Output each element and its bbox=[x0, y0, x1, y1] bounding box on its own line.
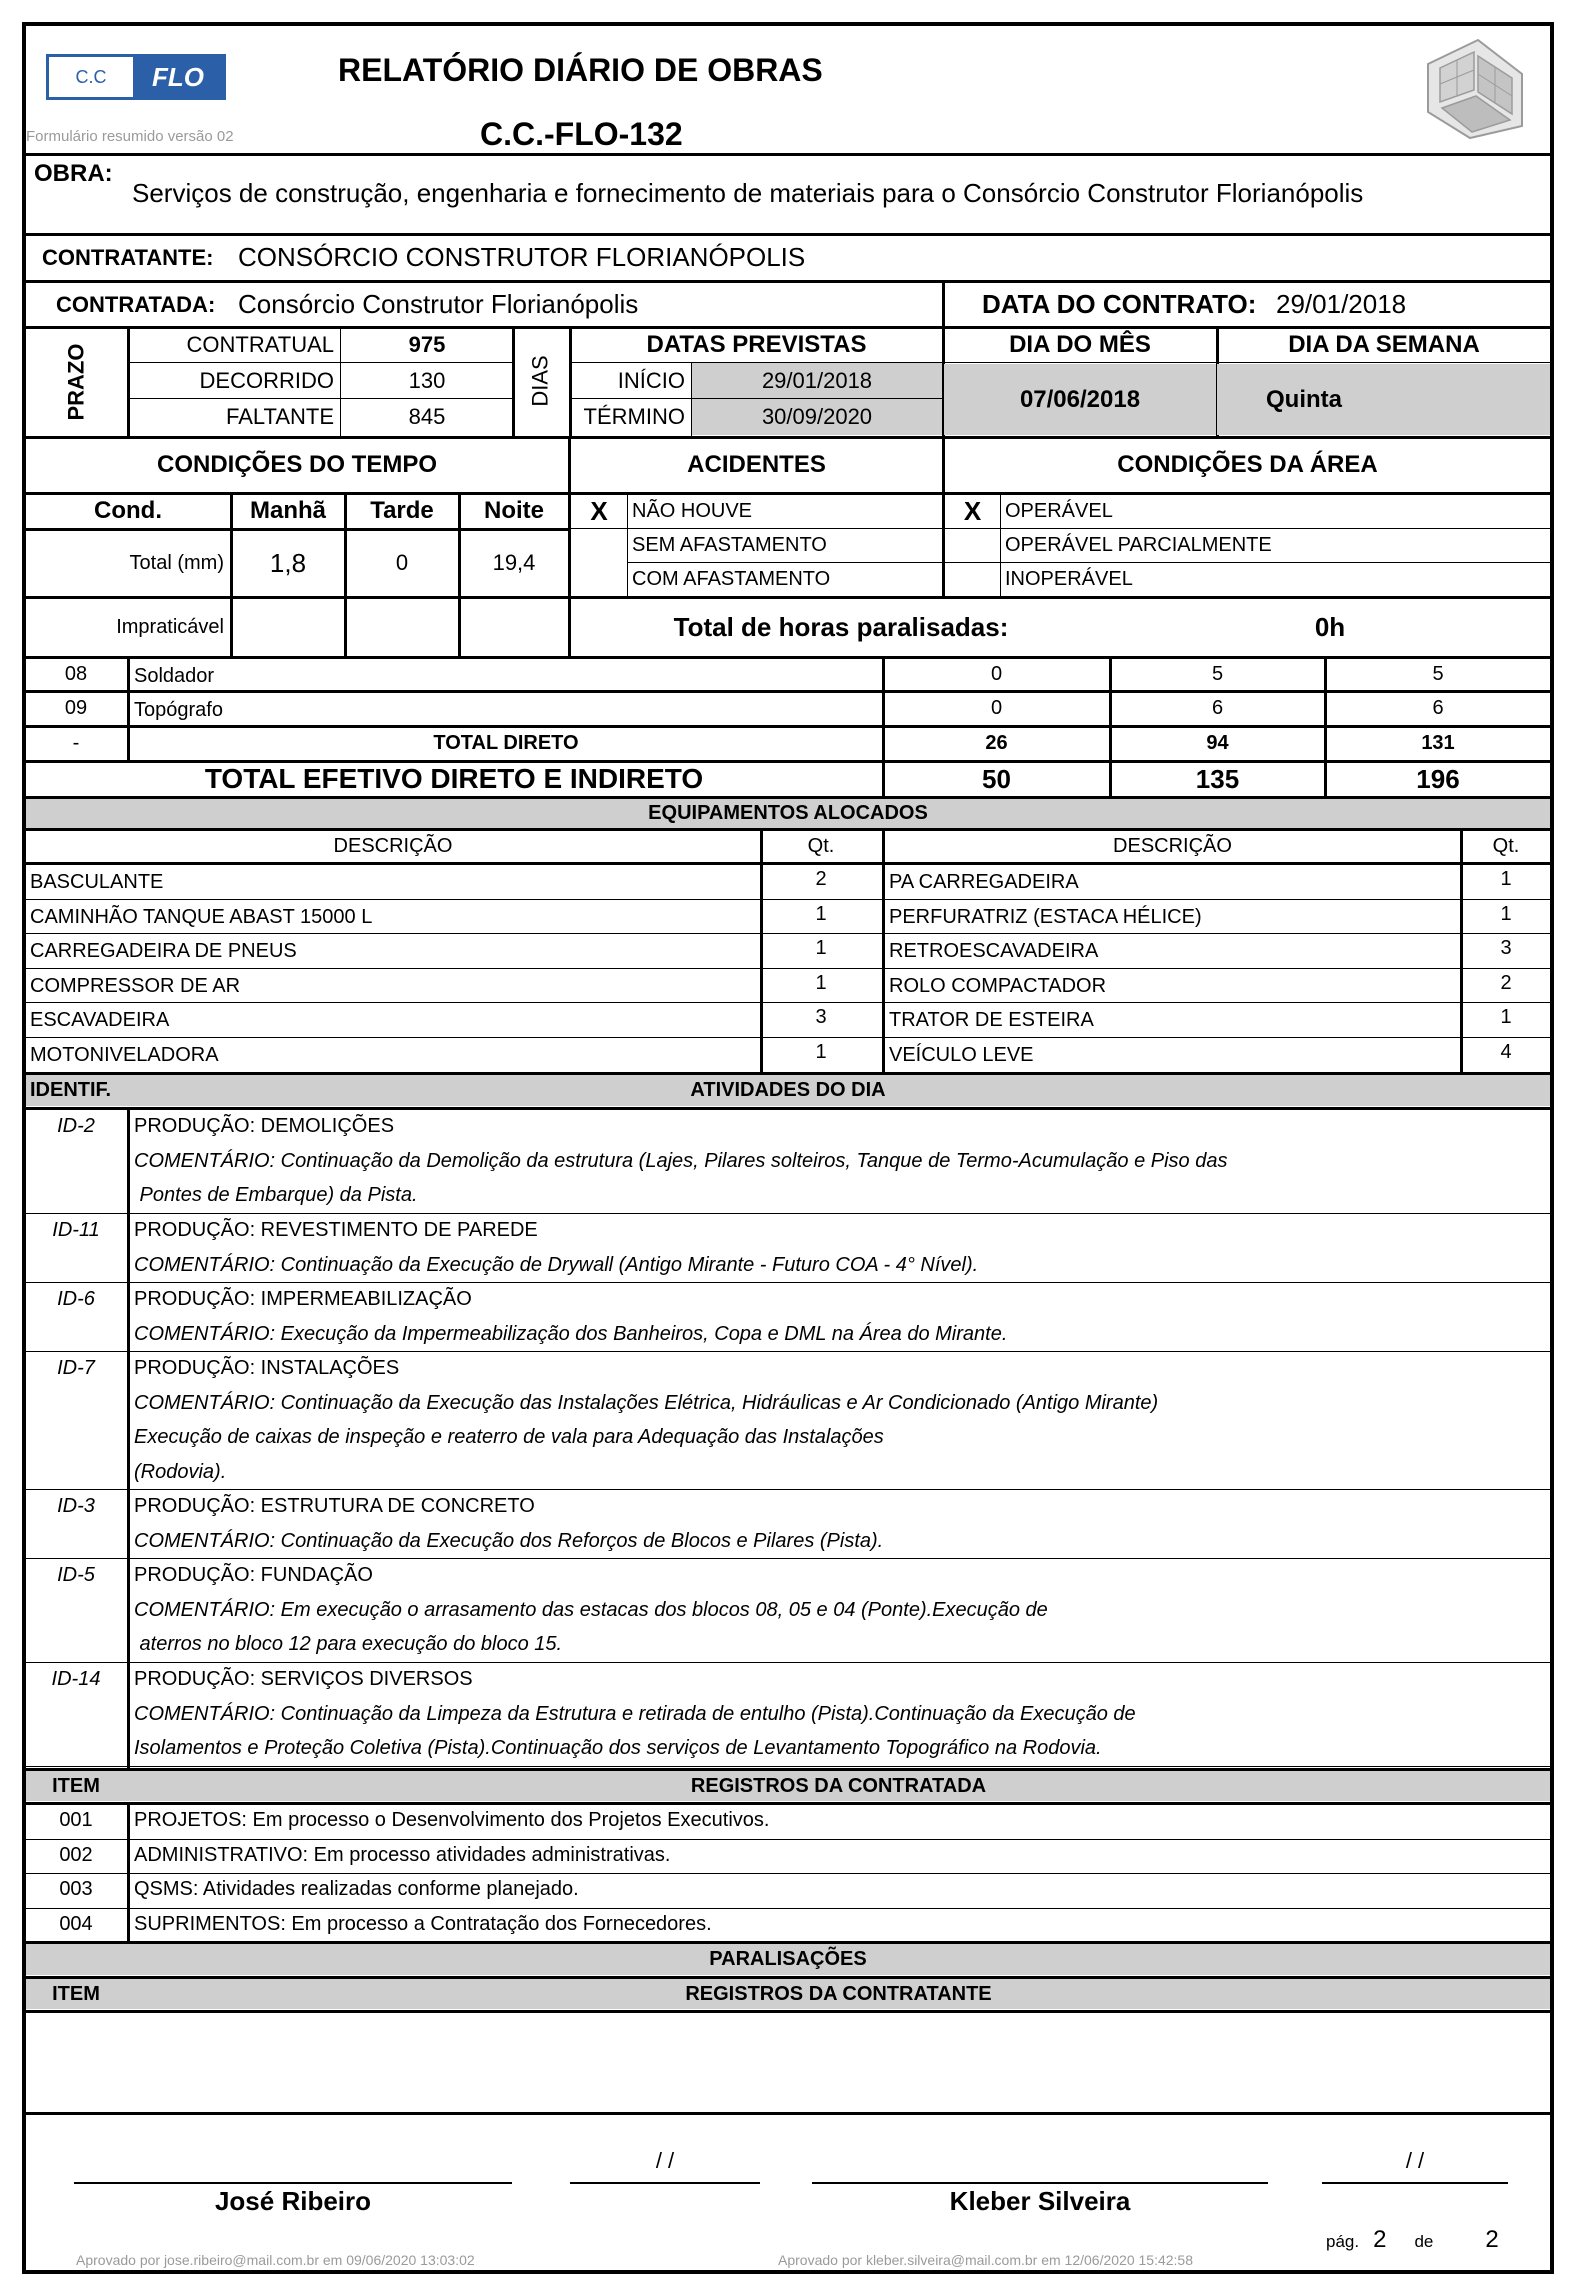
total-geral-a: 50 bbox=[982, 763, 1011, 794]
paralisacoes-title: PARALISAÇÕES bbox=[709, 1948, 867, 1970]
total-direto-label: TOTAL DIRETO bbox=[433, 731, 579, 754]
area-inoperavel: INOPERÁVEL bbox=[1005, 568, 1133, 590]
equip-right-name: VEÍCULO LEVE bbox=[889, 1043, 1034, 1066]
equip-right-name: RETROESCAVADEIRA bbox=[889, 939, 1099, 962]
approval-left: Aprovado por jose.ribeiro@mail.com.br em 09/06/2020 13:03:02 bbox=[76, 2252, 475, 2268]
datas-previstas-label: DATAS PREVISTAS bbox=[646, 330, 867, 358]
registro-item-text: PROJETOS: Em processo o Desenvolvimento dos Projetos Executivos. bbox=[134, 1808, 770, 1831]
equip-left-name: ESCAVADEIRA bbox=[30, 1008, 170, 1031]
area-title: CONDIÇÕES DA ÁREA bbox=[1117, 451, 1378, 478]
activity-id: ID-2 bbox=[57, 1114, 95, 1137]
activity-id: ID-5 bbox=[57, 1563, 95, 1586]
tempo-title: CONDIÇÕES DO TEMPO bbox=[156, 451, 438, 478]
activity-id: ID-11 bbox=[52, 1218, 100, 1241]
dia-semana-label: DIA DA SEMANA bbox=[1288, 330, 1480, 358]
efetivo-row-c: 6 bbox=[1432, 696, 1444, 719]
data-contrato-value: 29/01/2018 bbox=[1276, 289, 1407, 319]
page-of-label: de bbox=[1414, 2232, 1434, 2251]
acidentes-title: ACIDENTES bbox=[687, 451, 826, 478]
activity-production: PRODUÇÃO: FUNDAÇÃO bbox=[134, 1563, 373, 1586]
page-label: pág. bbox=[1326, 2232, 1360, 2251]
building-logo-icon bbox=[1418, 34, 1530, 142]
efetivo-row-c: 5 bbox=[1432, 662, 1444, 685]
dia-mes-label: DIA DO MÊS bbox=[1009, 330, 1151, 358]
efetivo-row-b: 6 bbox=[1211, 696, 1224, 719]
logo-cc-text: C.C bbox=[75, 66, 107, 87]
prazo-label bbox=[26, 330, 126, 434]
equip-qt-header-right: Qt. bbox=[1492, 834, 1520, 857]
equip-left-qt: 1 bbox=[815, 971, 827, 994]
equip-right-name: ROLO COMPACTADOR bbox=[889, 974, 1107, 997]
impraticavel-label: Impraticável bbox=[116, 615, 224, 638]
contratada-value: Consórcio Construtor Florianópolis bbox=[238, 289, 639, 319]
equip-left-qt: 2 bbox=[815, 867, 827, 890]
registro-item-id: 004 bbox=[59, 1912, 93, 1935]
registros-contratante-title: REGISTROS DA CONTRATANTE bbox=[685, 1982, 992, 2005]
equip-right-qt: 4 bbox=[1500, 1040, 1512, 1063]
activity-comment: COMENTÁRIO: Continuação da Execução das Instalações Elétrica, Hidráulicas e Ar Condicionado (Antigo Mirante) bbox=[134, 1391, 1159, 1414]
acidente-com-afastamento: COM AFASTAMENTO bbox=[632, 568, 831, 590]
registros-contratante-body bbox=[26, 2013, 1550, 2110]
equip-right-name: PERFURATRIZ (ESTACA HÉLICE) bbox=[889, 905, 1202, 928]
atividades-title: ATIVIDADES DO DIA bbox=[690, 1079, 886, 1101]
horas-paralisadas-label: Total de horas paralisadas: bbox=[673, 611, 1009, 642]
termino-label: TÉRMINO bbox=[583, 404, 685, 429]
equip-right-qt: 1 bbox=[1500, 1005, 1512, 1028]
total-direto-a: 26 bbox=[985, 731, 1008, 754]
registro-item-text: ADMINISTRATIVO: Em processo atividades administrativas. bbox=[134, 1843, 671, 1866]
contratante-value: CONSÓRCIO CONSTRUTOR FLORIANÓPOLIS bbox=[238, 242, 806, 272]
dia-mes-value: 07/06/2018 bbox=[1019, 385, 1141, 413]
total-manha-value: 1,8 bbox=[269, 547, 307, 578]
efetivo-row-b: 5 bbox=[1211, 662, 1224, 685]
equip-left-name: COMPRESSOR DE AR bbox=[30, 974, 241, 997]
obra-label: OBRA: bbox=[34, 160, 113, 187]
equip-right-qt: 3 bbox=[1500, 936, 1512, 959]
signature-left-name: José Ribeiro bbox=[214, 2186, 372, 2216]
equip-right-qt: 1 bbox=[1500, 867, 1512, 890]
equip-right-name: PA CARREGADEIRA bbox=[889, 870, 1079, 893]
identif-header: IDENTIF. bbox=[30, 1079, 112, 1101]
total-mm-label: Total (mm) bbox=[129, 551, 224, 574]
dias-label bbox=[513, 327, 569, 435]
horas-paralisadas-value: 0h bbox=[1314, 611, 1346, 642]
prazo-label-text: PRAZO bbox=[63, 343, 88, 421]
efetivo-row-name: Soldador bbox=[134, 664, 215, 687]
page-total: 2 bbox=[1485, 2226, 1499, 2253]
equipamentos-title: EQUIPAMENTOS ALOCADOS bbox=[648, 802, 928, 824]
efetivo-row-name: Topógrafo bbox=[134, 698, 223, 721]
registros-contratante-item-header: ITEM bbox=[52, 1982, 100, 2005]
equip-left-qt: 1 bbox=[815, 902, 827, 925]
equip-left-name: CARREGADEIRA DE PNEUS bbox=[30, 939, 297, 962]
activity-comment: aterros no bloco 12 para execução do bloco 15. bbox=[134, 1632, 563, 1655]
report-code: C.C.-FLO-132 bbox=[480, 116, 683, 152]
efetivo-row-a: 0 bbox=[990, 696, 1003, 719]
activity-production: PRODUÇÃO: DEMOLIÇÕES bbox=[134, 1114, 395, 1137]
equip-qt-header-left: Qt. bbox=[807, 834, 835, 857]
cond-header: Cond. bbox=[94, 497, 162, 524]
area-operavel-parcialmente: OPERÁVEL PARCIALMENTE bbox=[1005, 534, 1272, 556]
acidente-nao-houve: NÃO HOUVE bbox=[632, 499, 753, 522]
equip-right-qt: 2 bbox=[1500, 971, 1512, 994]
activity-comment: Execução de caixas de inspeção e reaterro de vala para Adequação das Instalações bbox=[134, 1425, 884, 1448]
total-direto-b: 94 bbox=[1206, 731, 1229, 754]
page-number bbox=[1326, 2226, 1499, 2254]
total-geral-b: 135 bbox=[1195, 763, 1240, 794]
equip-left-qt: 1 bbox=[815, 936, 827, 959]
inicio-value: 29/01/2018 bbox=[761, 367, 873, 393]
total-tarde-value: 0 bbox=[395, 550, 409, 575]
total-direto-c: 131 bbox=[1421, 731, 1455, 754]
activity-production: PRODUÇÃO: REVESTIMENTO DE PAREDE bbox=[134, 1218, 538, 1241]
activity-id: ID-7 bbox=[57, 1356, 95, 1379]
registro-item-id: 002 bbox=[59, 1843, 93, 1866]
activity-production: PRODUÇÃO: SERVIÇOS DIVERSOS bbox=[134, 1667, 473, 1690]
form-version: Formulário resumido versão 02 bbox=[26, 128, 234, 145]
noite-header: Noite bbox=[484, 497, 544, 524]
report-title: RELATÓRIO DIÁRIO DE OBRAS bbox=[338, 52, 823, 88]
activity-comment: COMENTÁRIO: Continuação da Execução dos Reforços de Blocos e Pilares (Pista). bbox=[134, 1529, 884, 1552]
total-noite-value: 19,4 bbox=[492, 550, 536, 575]
activity-comment: COMENTÁRIO: Continuação da Limpeza da Estrutura e retirada de entulho (Pista).Continuação da Execução de bbox=[134, 1702, 1136, 1725]
equip-right-qt: 1 bbox=[1500, 902, 1512, 925]
acidente-mark: X bbox=[590, 495, 608, 526]
decorrido-value: 130 bbox=[408, 367, 446, 393]
contratual-value: 975 bbox=[408, 331, 446, 357]
equip-desc-header-left: DESCRIÇÃO bbox=[333, 834, 453, 857]
manha-header: Manhã bbox=[249, 497, 326, 524]
contratante-label: CONTRATANTE: bbox=[42, 245, 214, 270]
company-logo bbox=[46, 54, 226, 100]
total-geral-c: 196 bbox=[1416, 763, 1460, 794]
area-mark: X bbox=[963, 495, 982, 526]
activity-production: PRODUÇÃO: IMPERMEABILIZAÇÃO bbox=[134, 1287, 472, 1310]
activity-production: PRODUÇÃO: ESTRUTURA DE CONCRETO bbox=[134, 1494, 535, 1517]
logo-flo-text: FLO bbox=[133, 57, 223, 97]
equip-left-name: BASCULANTE bbox=[30, 870, 164, 893]
acidente-sem-afastamento: SEM AFASTAMENTO bbox=[632, 534, 827, 556]
equip-left-qt: 1 bbox=[815, 1040, 827, 1063]
activity-id: ID-6 bbox=[57, 1287, 95, 1310]
obra-value: Serviços de construção, engenharia e fornecimento de materiais para o Consórcio Construtor Florianópolis bbox=[132, 178, 1364, 208]
equip-desc-header-right: DESCRIÇÃO bbox=[1113, 834, 1232, 857]
registros-contratada-item-header: ITEM bbox=[52, 1774, 100, 1797]
contratada-label: CONTRATADA: bbox=[56, 292, 216, 317]
dias-label-text: DIAS bbox=[527, 355, 553, 407]
activity-id: ID-3 bbox=[57, 1494, 95, 1517]
equip-left-qt: 3 bbox=[815, 1005, 827, 1028]
equip-left-name: CAMINHÃO TANQUE ABAST 15000 L bbox=[30, 905, 373, 928]
faltante-label: FALTANTE bbox=[226, 404, 334, 429]
total-geral-label: TOTAL EFETIVO DIRETO E INDIRETO bbox=[204, 763, 704, 794]
equip-left-name: MOTONIVELADORA bbox=[30, 1043, 219, 1066]
data-contrato-label: DATA DO CONTRATO: bbox=[982, 289, 1257, 319]
termino-value: 30/09/2020 bbox=[761, 404, 873, 429]
signature-right-date: / / bbox=[1405, 2148, 1425, 2173]
efetivo-row-id: 08 bbox=[64, 662, 88, 685]
efetivo-row-a: 0 bbox=[990, 662, 1003, 685]
faltante-value: 845 bbox=[408, 404, 446, 429]
registro-item-text: SUPRIMENTOS: Em processo a Contratação dos Fornecedores. bbox=[134, 1912, 712, 1935]
registro-item-text: QSMS: Atividades realizadas conforme planejado. bbox=[134, 1877, 579, 1900]
registro-item-id: 003 bbox=[59, 1877, 93, 1900]
equip-right-name: TRATOR DE ESTEIRA bbox=[889, 1008, 1094, 1031]
efetivo-row-id: 09 bbox=[64, 696, 88, 719]
dia-semana-value: Quinta bbox=[1266, 385, 1342, 413]
signature-right-name: Kleber Silveira bbox=[949, 2186, 1131, 2216]
activity-comment: (Rodovia). bbox=[134, 1460, 227, 1483]
page-current: 2 bbox=[1373, 2226, 1387, 2253]
area-operavel: OPERÁVEL bbox=[1005, 499, 1113, 522]
inicio-label: INÍCIO bbox=[617, 367, 685, 393]
approval-right: Aprovado por kleber.silveira@mail.com.br em 12/06/2020 15:42:58 bbox=[778, 2252, 1193, 2268]
decorrido-label: DECORRIDO bbox=[199, 367, 334, 393]
tarde-header: Tarde bbox=[370, 497, 434, 524]
signature-left-date: / / bbox=[655, 2148, 675, 2173]
activity-comment: COMENTÁRIO: Continuação da Execução de Drywall (Antigo Mirante - Futuro COA - 4° Nível). bbox=[134, 1253, 979, 1276]
activity-comment: COMENTÁRIO: Execução da Impermeabilização dos Banheiros, Copa e DML na Área do Mirante. bbox=[134, 1322, 1008, 1345]
activity-comment: Isolamentos e Proteção Coletiva (Pista).Continuação dos serviços de Levantamento Topográfico na Rodovia. bbox=[134, 1736, 1102, 1759]
registro-item-id: 001 bbox=[59, 1808, 93, 1831]
total-direto-id: - bbox=[72, 731, 80, 754]
activity-comment: Pontes de Embarque) da Pista. bbox=[134, 1183, 418, 1206]
activity-id: ID-14 bbox=[51, 1667, 101, 1690]
activity-production: PRODUÇÃO: INSTALAÇÕES bbox=[134, 1356, 400, 1379]
activity-comment: COMENTÁRIO: Em execução o arrasamento das estacas dos blocos 08, 05 e 04 (Ponte).Execução de bbox=[134, 1598, 1048, 1621]
contratual-label: CONTRATUAL bbox=[186, 331, 334, 357]
activity-comment: COMENTÁRIO: Continuação da Demolição da estrutura (Lajes, Pilares solteiros, Tanque de Termo-Acumulação e Piso das bbox=[134, 1149, 1228, 1172]
registros-contratada-title: REGISTROS DA CONTRATADA bbox=[690, 1774, 987, 1797]
